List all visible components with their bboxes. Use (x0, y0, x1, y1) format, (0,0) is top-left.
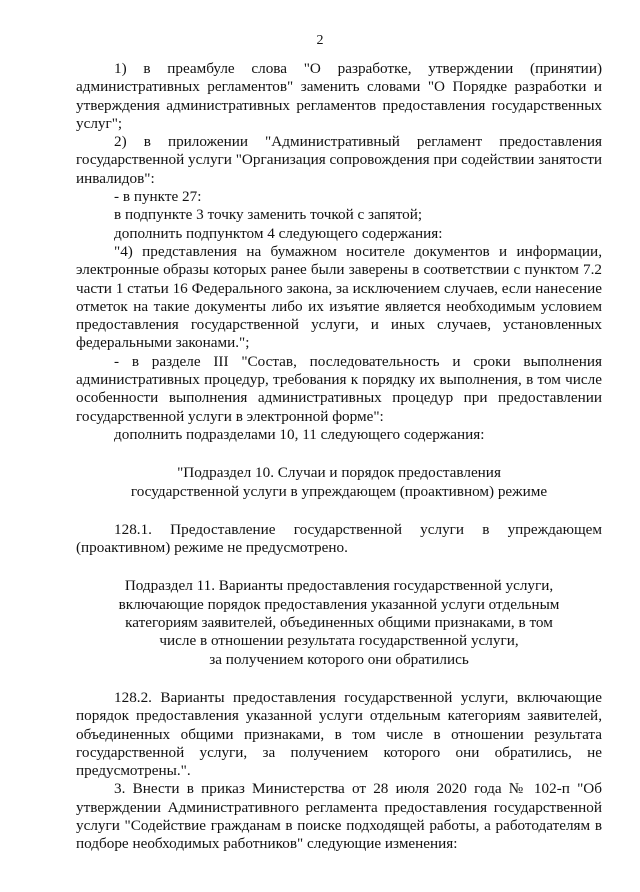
heading-subsection-11 (76, 577, 602, 668)
paragraph-item-27: - в пункте 27: (114, 188, 202, 206)
heading-subsection-10 (76, 464, 602, 501)
paragraph-add-subitem-4: дополнить подпунктом 4 следующего содержания: (114, 224, 443, 242)
heading-line: Подраздел 11. Варианты предоставления государственной услуги, (124, 577, 554, 595)
paragraph-item-3: 3. Внести в приказ Министерства от 28 июля 2020 года № 102-п "Об утверждении Административного регламента предоставления государственной услуги "Содействие гражданам в поиске подходящей работы, а работодателям в подборе необходимых работников" следующие изменения: (76, 780, 602, 853)
paragraph-section-3: - в разделе III "Состав, последовательность и сроки выполнения административных процедур, требования к порядку их выполнения, в том числе особенности выполнения административных процедур при предоставлении государственной услуги в электронной форме": (76, 352, 602, 425)
paragraph-128-1: 128.1. Предоставление государственной услуги в упреждающем (проактивном) режиме не предусмотрено. (76, 520, 602, 557)
page-number: 2 (316, 33, 324, 48)
heading-line: включающие порядок предоставления указанной услуги отдельным (118, 595, 560, 613)
paragraph-128-2: 128.2. Варианты предоставления государственной услуги, включающие порядок предоставления указанной услуги отдельным категориям заявителей, объединенных общими признаками, в том числе в отношении результата государственной услуги, за получением которого они обратились, не предусмотрены.". (76, 688, 602, 780)
heading-line: государственной услуги в упреждающем (проактивном) режиме (130, 482, 548, 500)
paragraph-preamble: 1) в преамбуле слова "О разработке, утверждении (принятии) административных регламентов" заменить словами "О Порядке разработки и утверждения административных регламентов предоставления государственных услуг"; (76, 60, 602, 132)
heading-line: категориям заявителей, объединенных общими признаками, в том (125, 614, 553, 632)
paragraph-subitem-3: в подпункте 3 точку заменить точкой с запятой; (114, 206, 423, 224)
paragraph-subitem-4-text: "4) представления на бумажном носителе документов и информации, электронные образы которых ранее были заверены в соответствии с пунктом 7.2 части 1 статьи 16 Федерального закона, за исключением случаев, если нанесение отметок на такие документы либо их изъятие является необходимым условием предоставления государственной услуги, и иных случаев, установленных федеральными законами."; (76, 242, 602, 352)
heading-line: "Подраздел 10. Случаи и порядок предоставления (177, 464, 501, 482)
paragraph-appendix: 2) в приложении "Административный регламент предоставления государственной услуги "Организация сопровождения при содействии занятости инвалидов": (76, 133, 602, 187)
heading-line: за получением которого они обратились (209, 650, 469, 668)
document-body (76, 60, 602, 854)
heading-line: числе в отношении результата государственной услуги, (159, 632, 519, 650)
paragraph-add-subsections: дополнить подразделами 10, 11 следующего содержания: (114, 425, 485, 443)
